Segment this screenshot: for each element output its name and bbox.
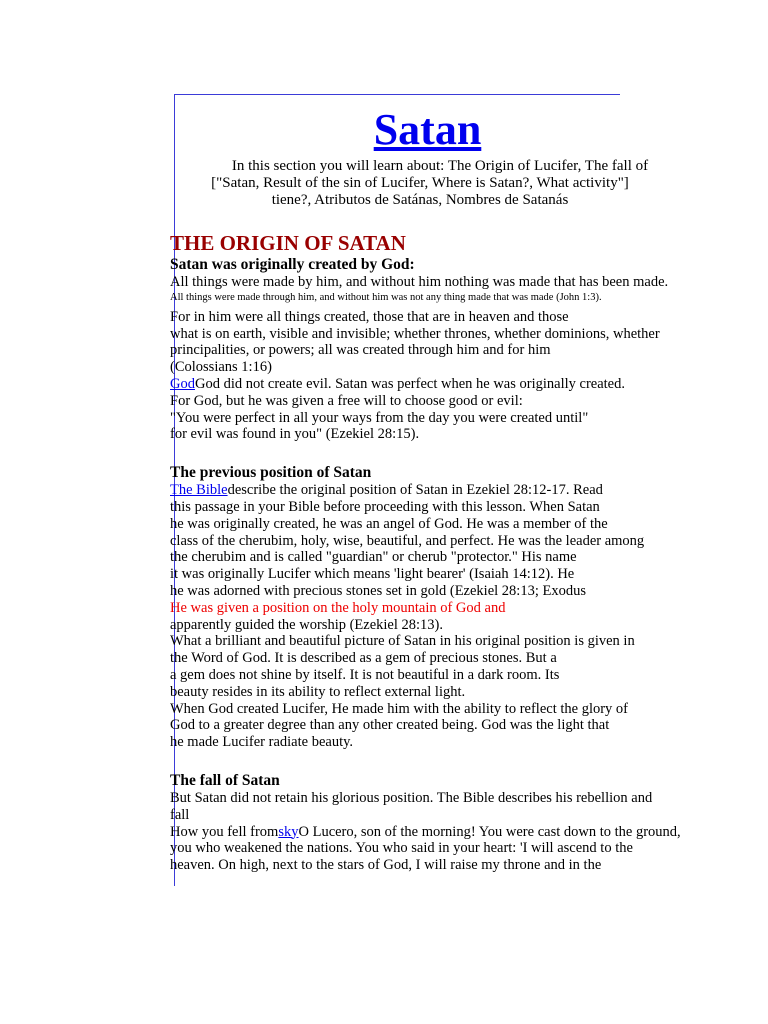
text-line: for evil was found in you" (Ezekiel 28:15). <box>170 426 420 443</box>
text-line: For God, but he was given a free will to choose good or evil: <box>170 392 523 409</box>
text-line: apparently guided the worship (Ezekiel 28:13). <box>170 616 444 633</box>
text-line: a gem does not shine by itself. It is not beautiful in a dark room. Its <box>170 666 560 683</box>
text-line: the cherubim and is called "guardian" or cherub "protector." His name <box>170 549 577 566</box>
title-link[interactable]: Satan <box>373 105 482 154</box>
god-link[interactable]: God <box>170 375 195 392</box>
intro-paragraph <box>170 158 670 209</box>
text-line: it was originally Lucifer which means 'light bearer' (Isaiah 14:12). He <box>170 566 575 583</box>
text-line: fall <box>170 806 190 823</box>
text-line: he made Lucifer radiate beauty. <box>170 734 354 751</box>
subheading-created-by-god: Satan was originally created by God: <box>170 256 415 273</box>
text-line: this passage in your Bible before proceeding with this lesson. When Satan <box>170 498 600 515</box>
section-heading-previous-position: The previous position of Satan <box>170 464 372 482</box>
text-span: describe the original position of Satan in Ezekiel 28:12-17. Read <box>227 482 603 499</box>
text-line <box>170 376 670 393</box>
intro-line: ["Satan, Result of the sin of Lucifer, Where is Satan?, What activity"] <box>211 175 629 191</box>
text-line: class of the cherubim, holy, wise, beautiful, and perfect. He was the leader among <box>170 532 645 549</box>
intro-line: tiene?, Atributos de Satánas, Nombres de Satanás <box>271 192 569 208</box>
text-line: principalities, or powers; all was created through him and for him <box>170 342 551 359</box>
section-heading-fall: The fall of Satan <box>170 771 280 789</box>
text-line: "You were perfect in all your ways from the day you were created until" <box>170 409 589 426</box>
text-line: he was originally created, he was an angel of God. He was a member of the <box>170 515 608 532</box>
text-line <box>170 823 681 841</box>
text-line: beauty resides in its ability to reflect external light. <box>170 683 466 700</box>
text-line: What a brilliant and beautiful picture of Satan in his original position is given in <box>170 633 635 650</box>
document-body <box>170 102 681 874</box>
text-line: God to a greater degree than any other created being. God was the light that <box>170 717 610 734</box>
sky-link[interactable]: sky <box>278 823 299 840</box>
text-line: But Satan did not retain his glorious position. The Bible describes his rebellion and <box>170 789 653 806</box>
text-line: For in him were all things created, those that are in heaven and those <box>170 308 569 325</box>
text-line: he was adorned with precious stones set in gold (Ezekiel 28:13; Exodus <box>170 582 586 599</box>
text-span: O Lucero, son of the morning! You were cast down to the ground, <box>298 823 681 840</box>
top-border-line <box>174 94 620 95</box>
bible-link[interactable]: The Bible <box>170 482 228 499</box>
text-line: the Word of God. It is described as a gem of precious stones. But a <box>170 650 557 667</box>
text-line: When God created Lucifer, He made him with the ability to reflect the glory of <box>170 700 629 717</box>
text-line-highlighted: He was given a position on the holy mountain of God and <box>170 599 506 616</box>
page-title <box>170 102 670 158</box>
text-line <box>170 482 670 499</box>
text-line: what is on earth, visible and invisible; whether thrones, whether dominions, whether <box>170 325 660 342</box>
intro-line: In this section you will learn about: The Origin of Lucifer, The fall of <box>231 158 649 174</box>
section-heading-origin: THE ORIGIN OF SATAN <box>170 231 406 255</box>
text-line: (Colossians 1:16) <box>170 359 272 376</box>
text-line-small: All things were made through him, and without him was not any thing made that was made (John 1:3). <box>170 291 602 303</box>
text-line: heaven. On high, next to the stars of God, I will raise my throne and in the <box>170 857 602 874</box>
text-span: God did not create evil. Satan was perfect when he was originally created. <box>194 375 625 392</box>
text-span: How you fell from <box>170 823 279 840</box>
text-line: All things were made by him, and without him nothing was made that has been made. <box>170 274 669 290</box>
text-line: you who weakened the nations. You who said in your heart: 'I will ascend to the <box>170 840 633 857</box>
